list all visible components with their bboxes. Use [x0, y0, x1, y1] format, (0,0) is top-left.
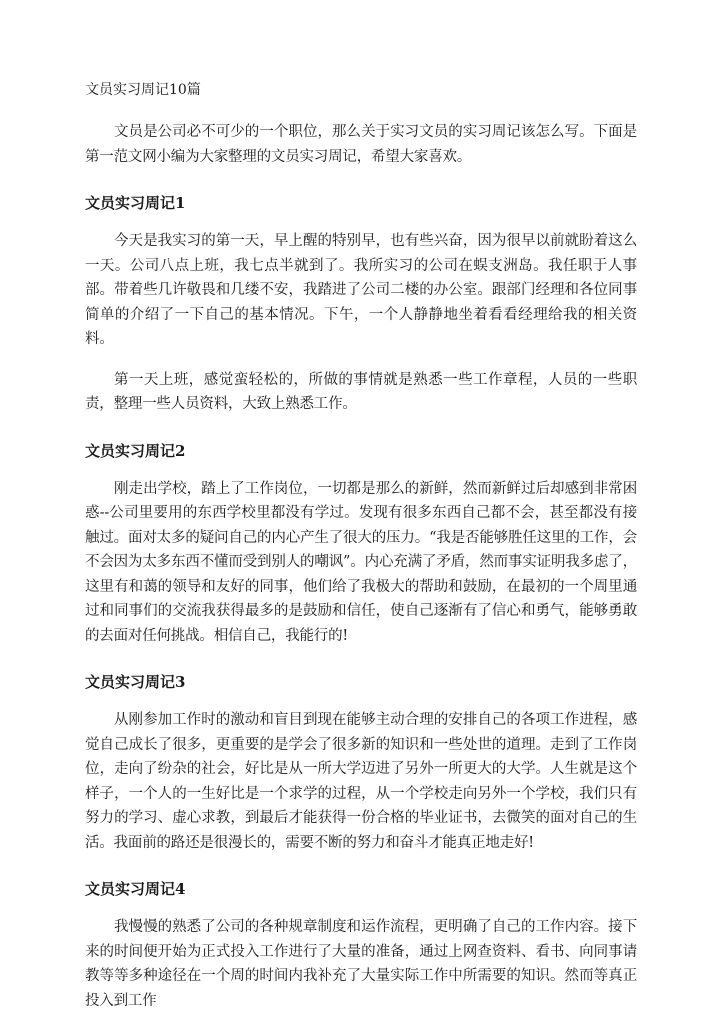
- section-1-paragraph-1: 今天是我实习的第一天，早上醒的特别早，也有些兴奋，因为很早以前就盼着这么一天。公司八点上班，我七点半就到了。我所实习的公司在蜈支洲岛。我任职于人事部。带着些几许敬畏和几缕不安，我踏进了公司二楼的办公室。跟部门经理和各位同事简单的介绍了一下自己的基本情况。下午，一个人静静地坐着看看经理给我的相关资料。: [85, 233, 637, 347]
- section-3-heading: 文员实习周记3: [85, 673, 186, 691]
- section-4-heading: 文员实习周记4: [85, 880, 186, 898]
- section-2-paragraph-1: 刚走出学校，踏上了工作岗位，一切都是那么的新鲜，然而新鲜过后却感到非常困惑--公司里要用的东西学校里都没有学过。发现有很多东西自己都不会，甚至都没有接触过。面对太多的疑问自己的内心产生了很大的压力。“我是否能够胜任这里的工作，会不会因为太多东西不懂而受到别人的嘲讽”。内心充满了矛盾，然而事实证明我多虑了，这里有和蔼的领导和友好的同事，他们给了我极大的帮助和鼓励，在最初的一个周里通过和同事们的交流我获得最多的是鼓励和信任，使自己逐渐有了信心和勇气，能够勇敢的去面对任何挑战。相信自己，我能行的!: [85, 480, 637, 644]
- section-1-paragraph-2: 第一天上班，感觉蛮轻松的，所做的事情就是熟悉一些工作章程，人员的一些职责，整理一些人员资料，大致上熟悉工作。: [85, 371, 637, 412]
- document-title: 文员实习周记10篇: [85, 82, 201, 98]
- section-3-paragraph-1: 从刚参加工作时的激动和盲目到现在能够主动合理的安排自己的各项工作进程，感觉自己成长了很多，更重要的是学会了很多新的知识和一些处世的道理。走到了工作岗位，走向了纷杂的社会，好比是从一所大学迈进了另外一所更大的大学。人生就是这个样子，一个人的一生好比是一个求学的过程，从一个学校走向另外一个学校，我们只有努力的学习、虚心求教，到最后才能获得一份合格的毕业证书，去微笑的面对自己的生活。我面前的路还是很漫长的，需要不断的努力和奋斗才能真正地走好!: [85, 712, 637, 851]
- intro-paragraph: 文员是公司必不可少的一个职位，那么关于实习文员的实习周记该怎么写。下面是第一范文网小编为大家整理的文员实习周记，希望大家喜欢。: [85, 124, 637, 165]
- section-4-paragraph-1: 我慢慢的熟悉了公司的各种规章制度和运作流程，更明确了自己的工作内容。接下来的时间便开始为正式投入工作进行了大量的准备，通过上网查资料、看书、向同事请教等等多种途径在一个周的时间内我补充了大量实际工作中所需要的知识。然而等真正投入到工作: [85, 919, 637, 1009]
- section-1-heading: 文员实习周记1: [85, 194, 186, 212]
- document-page: [85, 80, 637, 1029]
- section-2-heading: 文员实习周记2: [85, 441, 186, 460]
